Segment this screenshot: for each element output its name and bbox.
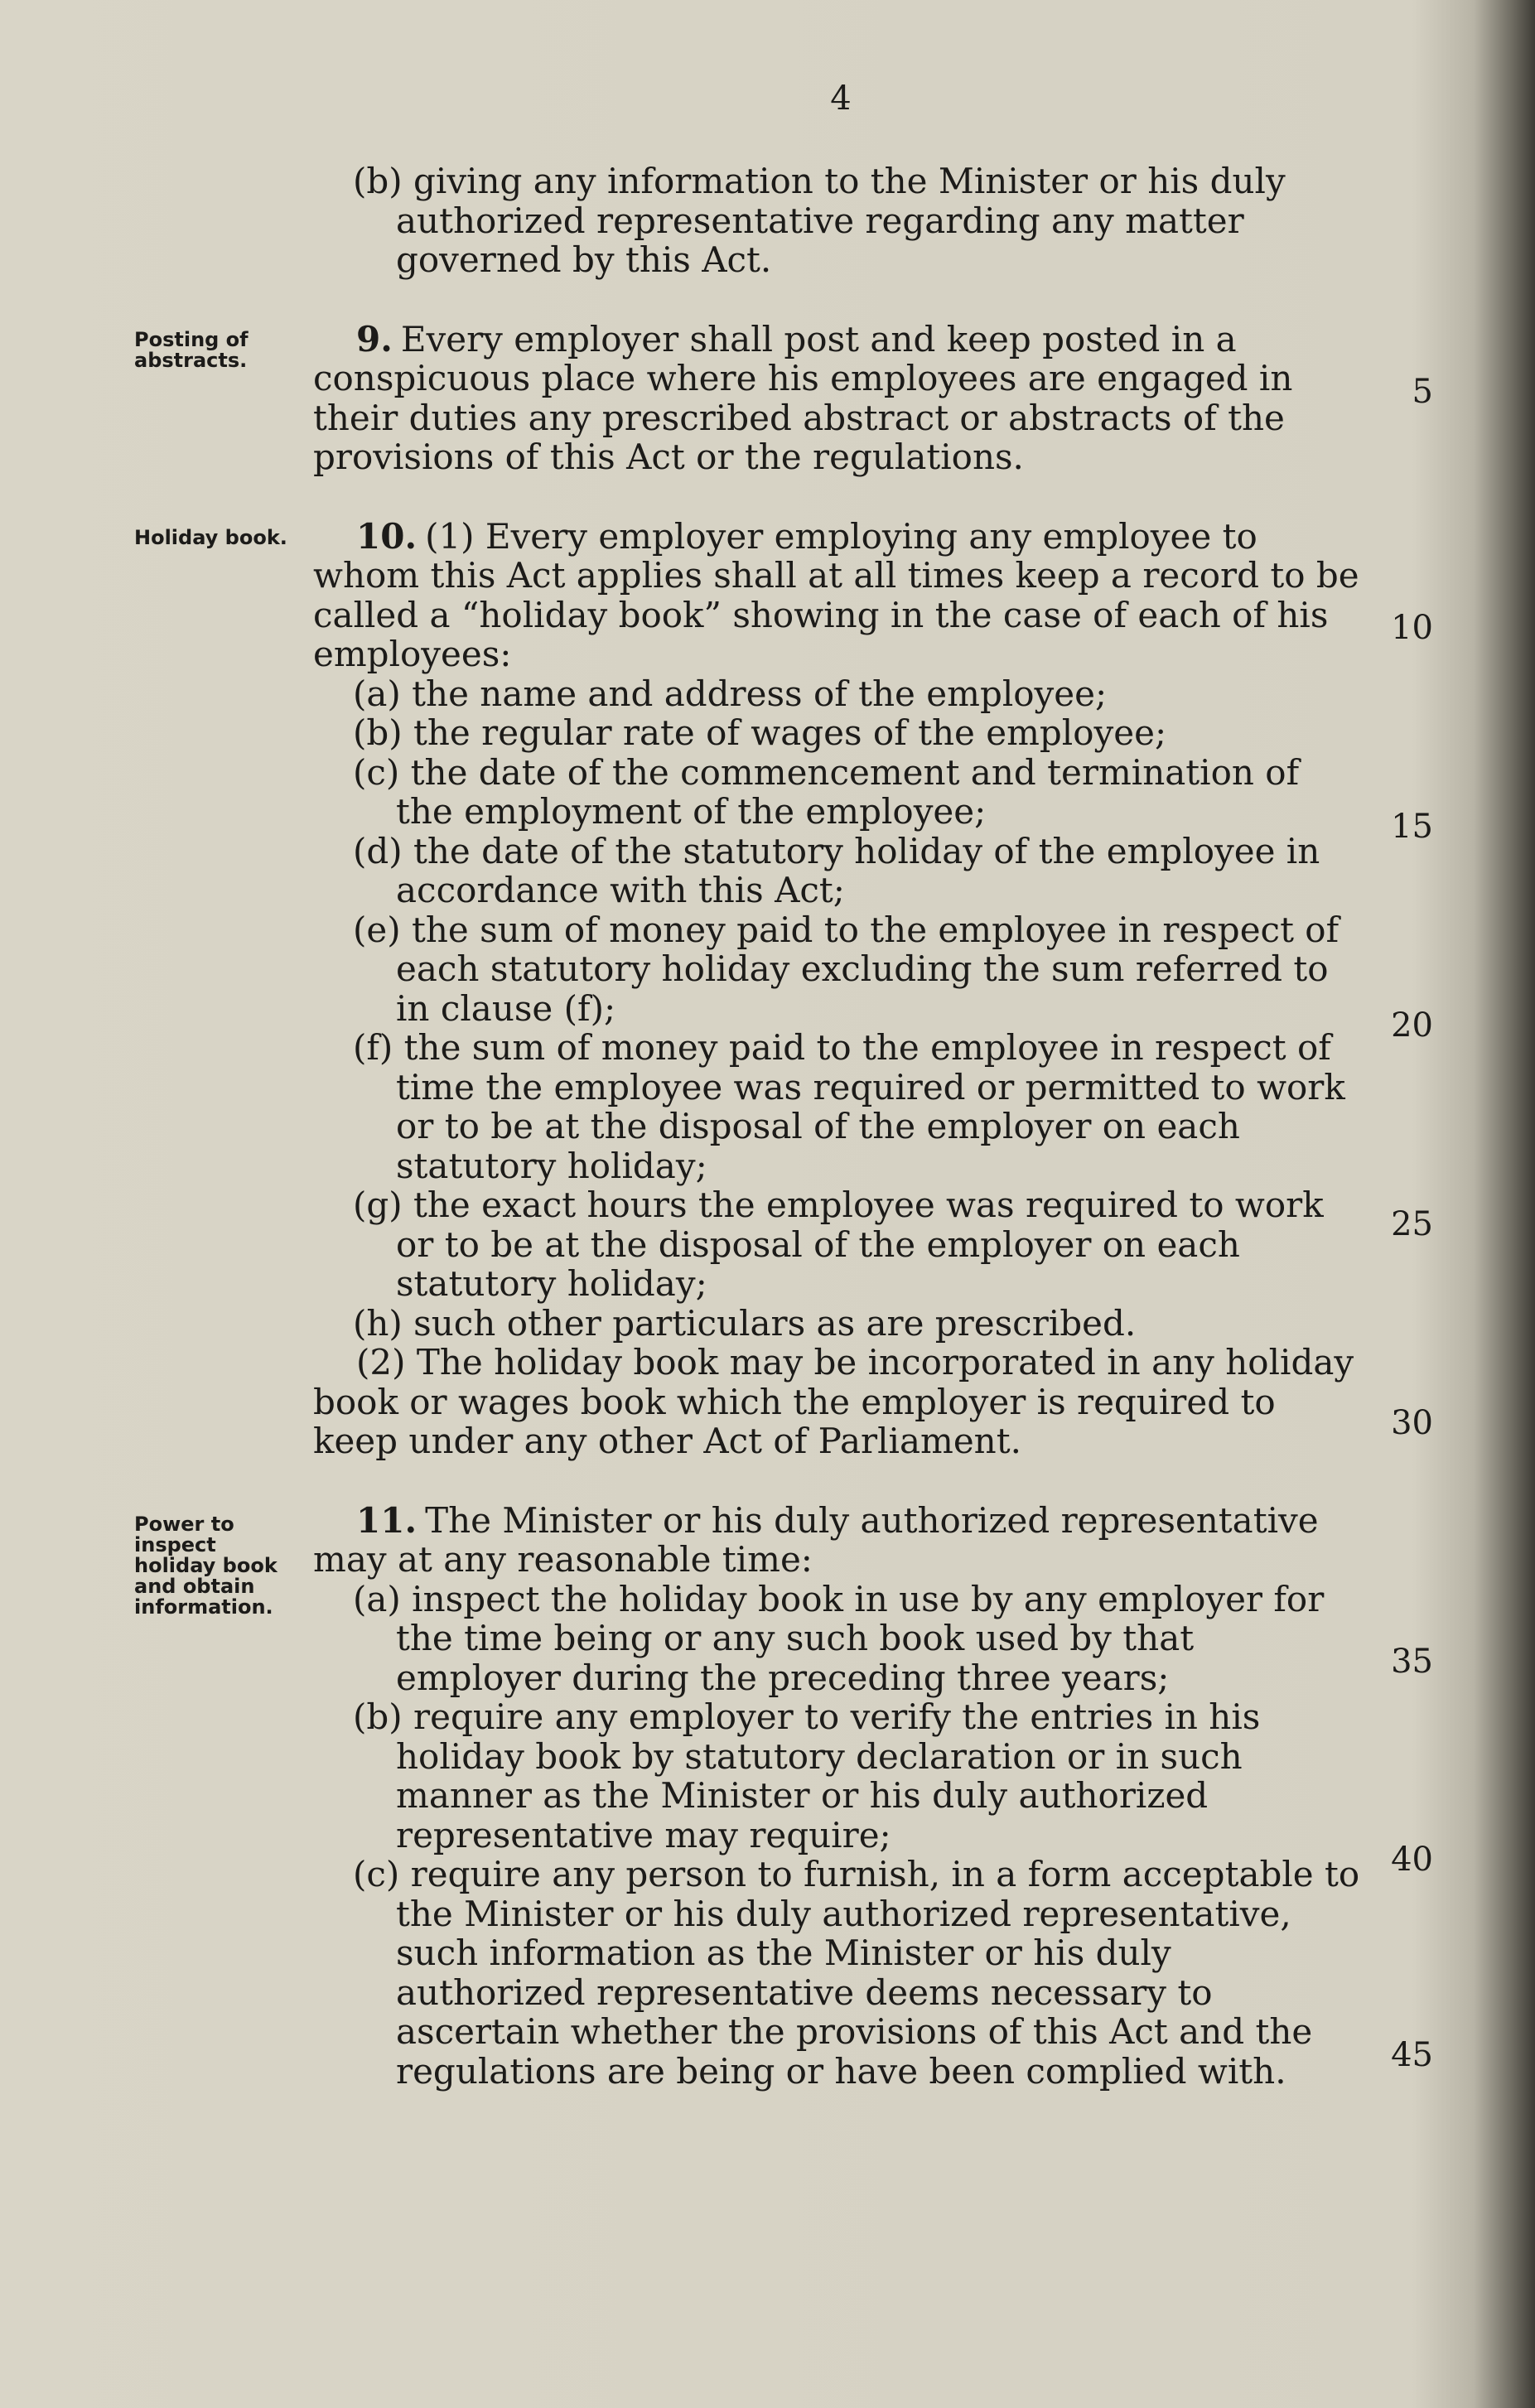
section-8-clause-b: (b) giving any information to the Minister or his duly authorized representative regarding any matter governed by this Act.	[353, 161, 1286, 280]
margin-note-posting: Posting of abstracts.	[134, 328, 249, 372]
margin-note-power-to-inspect: Power to inspect holiday book and obtain information.	[134, 1513, 278, 1619]
section-10-clause-d: (d) the date of the statutory holiday of the employee in accordance with this Act;	[353, 830, 1320, 910]
line-number-15: 15	[1391, 808, 1433, 846]
section-10-clause-f: (f) the sum of money paid to the employee in respect of time the employee was required or permitted to work or to be at the disposal of the employer on each statutory holiday;	[353, 1027, 1345, 1186]
page-number: 4	[830, 80, 852, 118]
margin-note-holiday-book: Holiday book.	[134, 526, 287, 549]
section-10-clause-h: (h) such other particulars as are prescribed.	[353, 1302, 1137, 1344]
section-11-intro	[313, 1501, 1365, 1580]
section-10-clause-e: (e) the sum of money paid to the employee in respect of each statutory holiday excluding the sum referred to in clause (f);	[353, 909, 1340, 1029]
line-number-10: 10	[1391, 609, 1433, 647]
section-9	[313, 320, 1365, 477]
body-text	[313, 162, 1365, 2091]
section-10-clause-a: (a) the name and address of the employee;	[353, 673, 1108, 714]
line-number-25: 25	[1391, 1205, 1433, 1243]
line-number-40: 40	[1391, 1841, 1433, 1879]
line-number-5: 5	[1412, 373, 1433, 411]
section-10-intro-text: (1) Every employer employing any employee to whom this Act applies shall at all times keep a record to be called a “holiday book” showing in the case of each of his employees:	[313, 515, 1359, 674]
section-10-clause-b: (b) the regular rate of wages of the employee;	[353, 712, 1167, 753]
section-10-intro	[313, 517, 1365, 674]
section-11-clause-a: (a) inspect the holiday book in use by any employer for the time being or any such book used by that employer during the preceding three years;	[353, 1578, 1325, 1698]
section-10-clause-c: (c) the date of the commencement and termination of the employment of the employee;	[353, 751, 1300, 832]
line-number-20: 20	[1391, 1006, 1433, 1045]
section-10-subsection-2: (2) The holiday book may be incorporated in any holiday book or wages book which the employer is required to keep under any other Act of Parliament.	[313, 1342, 1354, 1461]
section-11-clause-c: (c) require any person to furnish, in a form acceptable to the Minister or his duly authorized representative, such information as the Minister or his duly authorized representative deems necessary to ascertain whether the provisions of this Act and the regulations are being or have been complied with.	[353, 1854, 1360, 2092]
section-11-number: 11.	[356, 1499, 418, 1541]
section-10-number: 10.	[356, 515, 418, 557]
section-10-clause-g: (g) the exact hours the employee was required to work or to be at the disposal of the employer on each statutory holiday;	[353, 1185, 1324, 1304]
line-number-35: 35	[1391, 1643, 1433, 1681]
line-number-45: 45	[1391, 2036, 1433, 2074]
section-9-text: Every employer shall post and keep posted in a conspicuous place where his employees are engaged in their duties any prescribed abstract or abstracts of the provisions of this Act or the regulations.	[313, 318, 1293, 477]
section-11-clause-b: (b) require any employer to verify the entries in his holiday book by statutory declaration or in such manner as the Minister or his duly authorized representative may require;	[353, 1696, 1261, 1855]
section-9-number: 9.	[356, 318, 393, 360]
section-11-intro-text: The Minister or his duly authorized representative may at any reasonable time:	[313, 1499, 1319, 1580]
line-numbers	[1367, 0, 1433, 2408]
line-number-30: 30	[1391, 1404, 1433, 1442]
